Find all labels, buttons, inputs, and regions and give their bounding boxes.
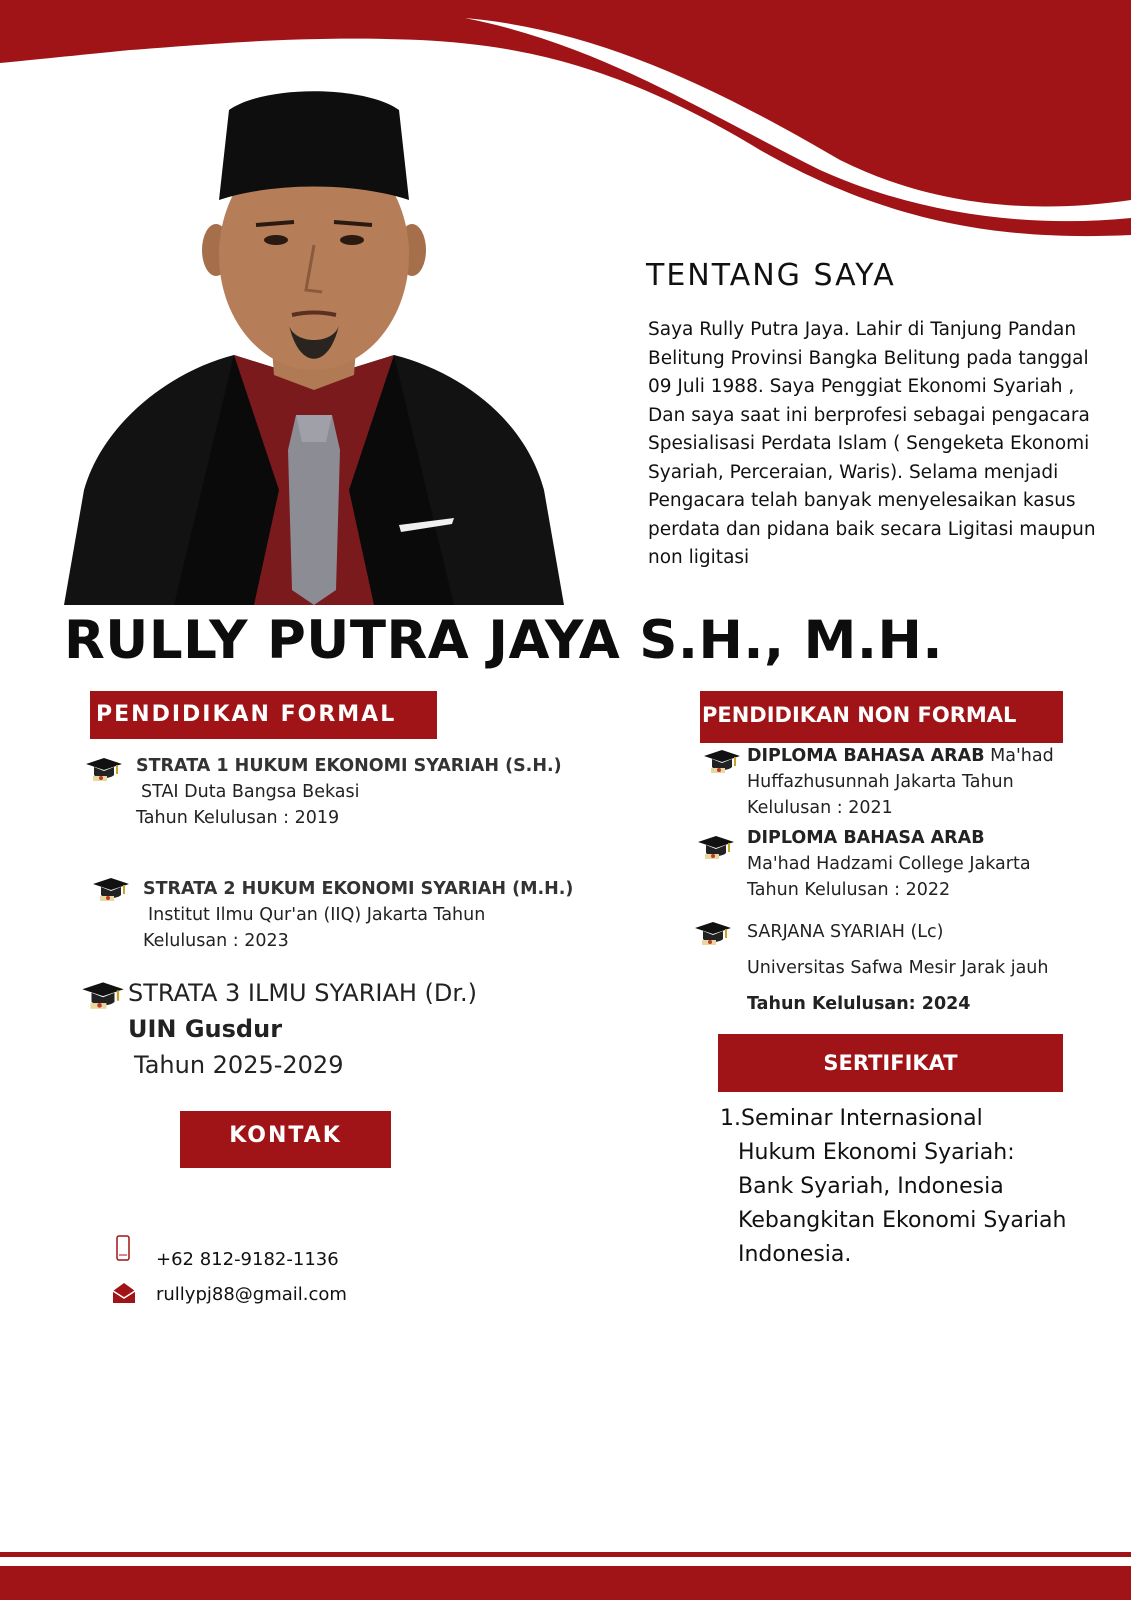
degree-title: STRATA 3 ILMU SYARIAH (Dr.) — [128, 979, 478, 1007]
degree-title: DIPLOMA BAHASA ARAB — [747, 828, 985, 848]
institution: Institut Ilmu Qur'an (IIQ) Jakarta Tahun — [148, 905, 486, 925]
institution: Huffazhusunnah Jakarta Tahun — [747, 772, 1014, 792]
contact-heading: KONTAK — [180, 1111, 391, 1168]
degree-title: DIPLOMA BAHASA ARAB — [747, 746, 985, 766]
certificate-heading: SERTIFIKAT — [718, 1034, 1063, 1092]
degree-title: STRATA 2 HUKUM EKONOMI SYARIAH (M.H.) — [143, 879, 574, 899]
graduation-year: Kelulusan : 2021 — [747, 798, 893, 818]
graduation-cap-icon — [693, 920, 733, 946]
institution: UIN Gusdur — [128, 1015, 283, 1043]
certificate-line: Kebangkitan Ekonomi Syariah — [738, 1208, 1067, 1233]
graduation-year: Kelulusan : 2023 — [143, 931, 289, 951]
nonformal-item-3 — [747, 914, 1117, 1022]
study-years: Tahun 2025-2029 — [134, 1051, 344, 1079]
phone-number[interactable]: +62 812-9182-1136 — [156, 1249, 339, 1270]
formal-item-3 — [128, 975, 477, 1083]
graduation-cap-icon — [84, 756, 124, 782]
nonformal-item-1 — [747, 743, 1117, 821]
phone-icon — [116, 1235, 130, 1261]
footer-line — [0, 1552, 1131, 1557]
graduation-year: Tahun Kelulusan : 2019 — [136, 808, 340, 828]
profile-photo — [64, 70, 564, 605]
formal-education-heading: PENDIDIKAN FORMAL — [90, 691, 437, 739]
nonformal-item-2 — [747, 825, 1117, 903]
footer-band — [0, 1566, 1131, 1600]
about-title: TENTANG SAYA — [646, 258, 896, 293]
formal-item-2 — [143, 876, 573, 954]
certificate-list — [720, 1102, 1120, 1272]
degree-title: SARJANA SYARIAH (Lc) — [747, 922, 944, 942]
graduation-cap-icon — [702, 748, 742, 774]
graduation-cap-icon — [80, 980, 126, 1010]
institution: Ma'had Hadzami College Jakarta — [747, 854, 1031, 874]
institution: Universitas Safwa Mesir Jarak jauh — [747, 958, 1049, 978]
formal-item-1 — [136, 753, 562, 831]
graduation-cap-icon — [696, 834, 736, 860]
certificate-line: Hukum Ekonomi Syariah: — [738, 1140, 1015, 1165]
certificate-line: Bank Syariah, Indonesia — [738, 1174, 1004, 1199]
nonformal-education-heading: PENDIDIKAN NON FORMAL — [700, 691, 1063, 743]
certificate-line: Indonesia. — [738, 1242, 852, 1267]
full-name: RULLY PUTRA JAYA S.H., M.H. — [64, 610, 943, 671]
institution: STAI Duta Bangsa Bekasi — [141, 782, 360, 802]
degree-title: STRATA 1 HUKUM EKONOMI SYARIAH (S.H.) — [136, 756, 562, 776]
institution-start: Ma'had — [990, 746, 1054, 766]
email-address[interactable]: rullypj88@gmail.com — [156, 1284, 347, 1305]
certificate-line: 1.Seminar Internasional — [720, 1106, 983, 1131]
graduation-year: Tahun Kelulusan: 2024 — [747, 994, 971, 1014]
about-text: Saya Rully Putra Jaya. Lahir di Tanjung Pandan Belitung Provinsi Bangka Belitung pada tanggal 09 Juli 1988. Saya Penggiat Ekonomi Syariah , Dan saya saat ini berprofesi sebagai pengacara Spesialisasi Perdata Islam ( Sengeketa Ekonomi Syariah, Perceraian, Waris). Selama menjadi Pengacara telah banyak menyelesaikan kasus perdata dan pidana baik secara Ligitasi maupun non ligitasi — [648, 319, 1096, 568]
envelope-icon — [112, 1282, 136, 1304]
graduation-year: Tahun Kelulusan : 2022 — [747, 880, 951, 900]
graduation-cap-icon — [91, 876, 131, 902]
